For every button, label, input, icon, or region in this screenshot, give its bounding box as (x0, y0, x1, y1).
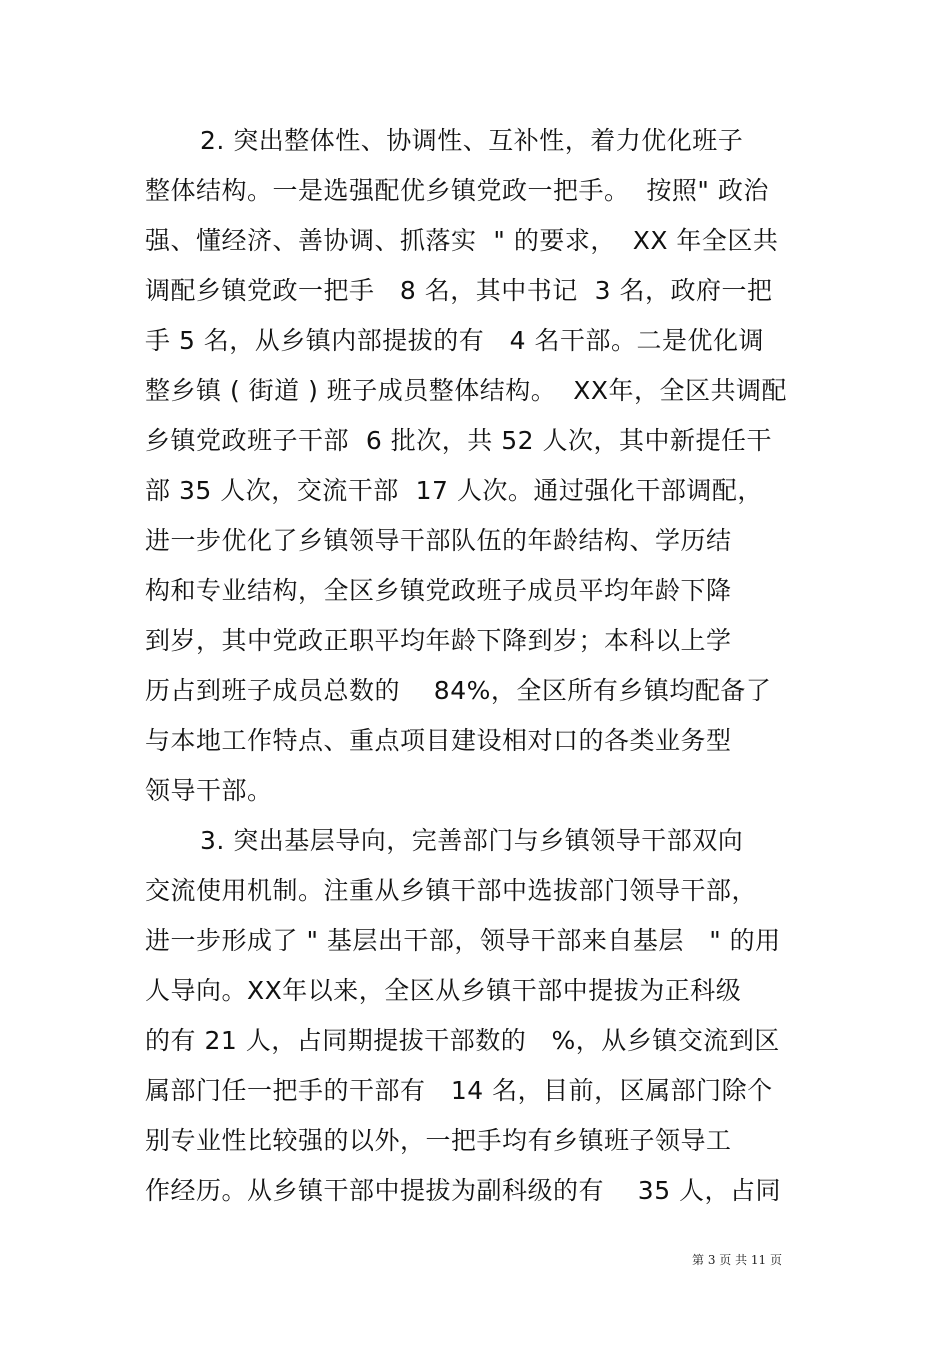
paragraph-3-line-5: 的有 21 人，占同期提拔干部数的 %，从乡镇交流到区 (145, 1026, 780, 1055)
paragraph-3-line-6: 属部门任一把手的干部有 14 名，目前，区属部门除个 (145, 1076, 773, 1105)
paragraph-2-line-2: 整体结构。一是选强配优乡镇党政一把手。 按照" 政治 (145, 176, 769, 205)
paragraph-2-line-11: 到岁，其中党政正职平均年龄下降到岁；本科以上学 (145, 626, 732, 655)
paragraph-2-line-10: 构和专业结构，全区乡镇党政班子成员平均年龄下降 (145, 576, 732, 605)
paragraph-2-line-14: 领导干部。 (145, 776, 273, 805)
paragraph-2-line-7: 乡镇党政班子干部 6 批次，共 52 人次，其中新提任干 (145, 426, 772, 455)
page-number-footer: 第 3 页 共 11 页 (692, 1253, 782, 1267)
paragraph-3-line-3: 进一步形成了 " 基层出干部，领导干部来自基层 " 的用 (145, 926, 781, 955)
paragraph-2-line-8: 部 35 人次，交流干部 17 人次。通过强化干部调配， (145, 476, 763, 505)
paragraph-2-line-1: 2. 突出整体性、协调性、互补性，着力优化班子 (200, 126, 744, 155)
paragraph-3-line-4: 人导向。XX年以来，全区从乡镇干部中提拔为正科级 (145, 976, 742, 1005)
paragraph-3-line-8: 作经历。从乡镇干部中提拔为副科级的有 35 人，占同 (145, 1176, 782, 1205)
paragraph-2-line-9: 进一步优化了乡镇领导干部队伍的年龄结构、学历结 (145, 526, 732, 555)
paragraph-2-line-5: 手 5 名，从乡镇内部提拔的有 4 名干部。二是优化调 (145, 326, 764, 355)
paragraph-3-line-1: 3. 突出基层导向，完善部门与乡镇领导干部双向 (200, 826, 744, 855)
paragraph-2-line-12: 历占到班子成员总数的 84%，全区所有乡镇均配备了 (145, 676, 772, 705)
paragraph-2-line-3: 强、懂经济、善协调、抓落实 " 的要求， XX 年全区共 (145, 226, 779, 255)
paragraph-3-line-7: 别专业性比较强的以外，一把手均有乡镇班子领导工 (145, 1126, 732, 1155)
paragraph-2-line-6: 整乡镇 ( 街道 ) 班子成员整体结构。 XX年，全区共调配 (145, 376, 787, 405)
paragraph-2-line-13: 与本地工作特点、重点项目建设相对口的各类业务型 (145, 726, 732, 755)
paragraph-3-line-2: 交流使用机制。注重从乡镇干部中选拔部门领导干部， (145, 876, 758, 905)
paragraph-2-line-4: 调配乡镇党政一把手 8 名，其中书记 3 名，政府一把 (145, 276, 773, 305)
